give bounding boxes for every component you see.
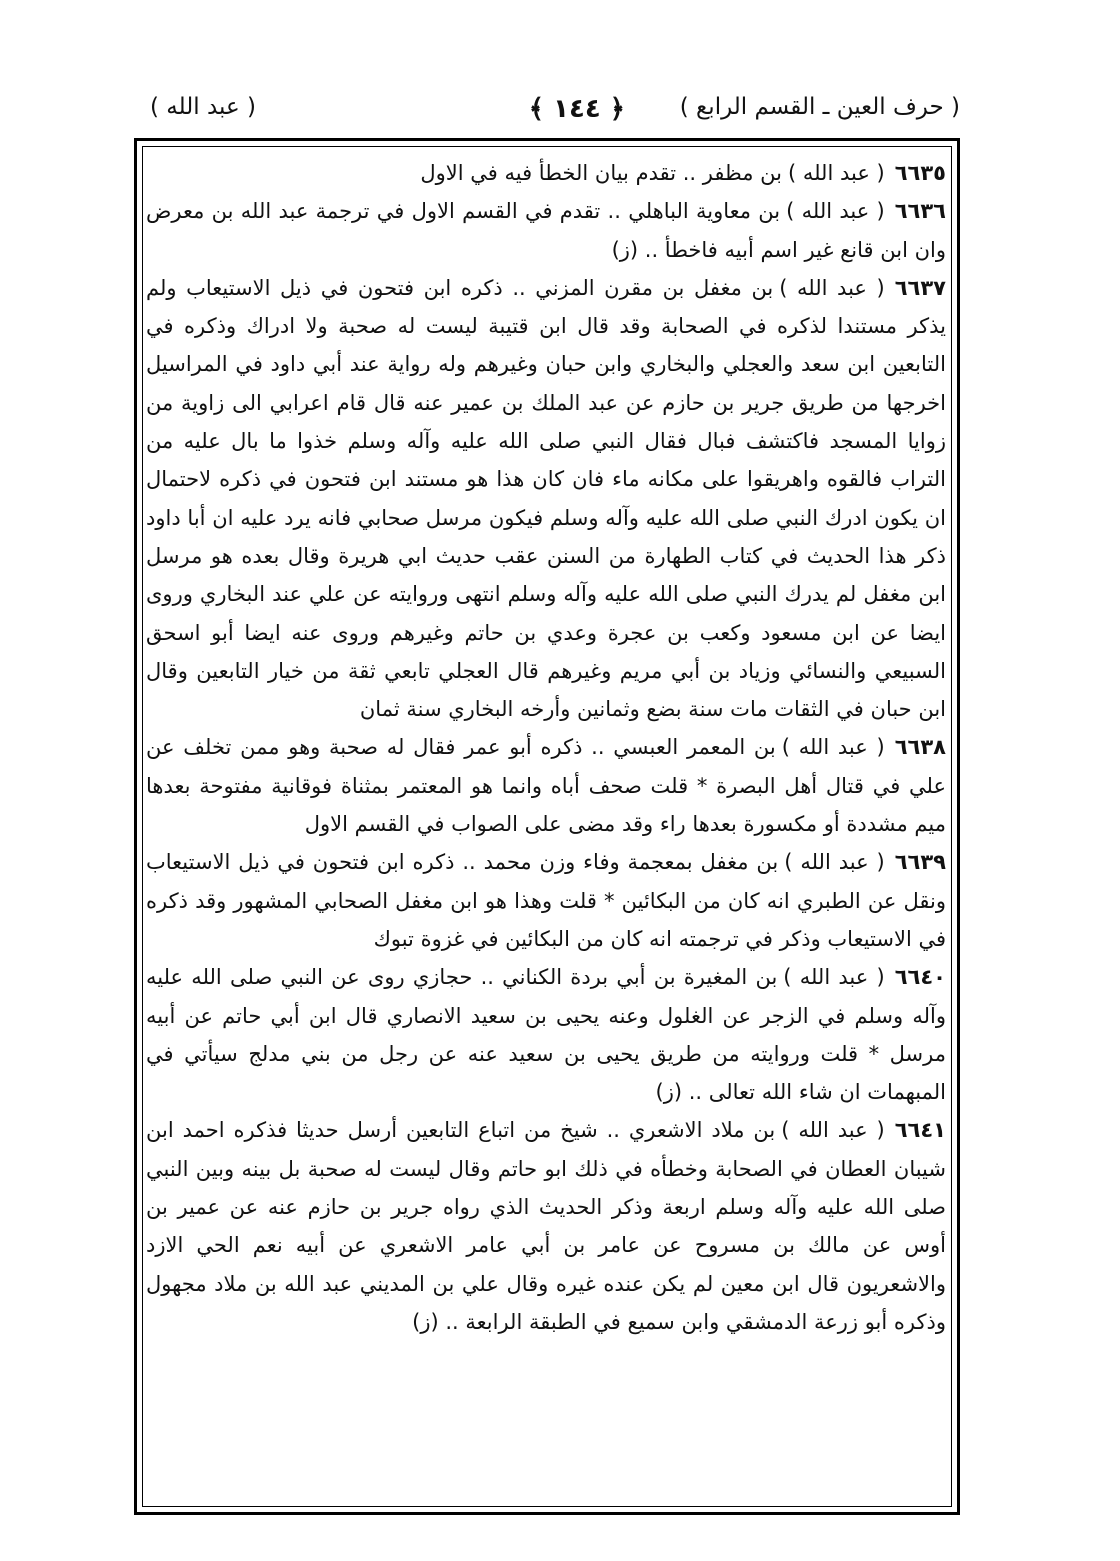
entry-text: بن مغفل بمعجمة وفاء وزن محمد .. ذكره ابن فتحون في ذيل الاستيعاب ونقل عن الطبري انه كان من البكائين * قلت وهذا هو ابن مغفل الصحابي المشهور وقد ذكره في الاستيعاب وذكر في ترجمته انه كان من البكائين في غزوة تبوك — [146, 850, 946, 951]
entry-name: ( عبد الله ) — [784, 850, 885, 875]
entry-6636 — [146, 192, 946, 269]
entry-number: ٦٦٣٥ — [894, 161, 946, 185]
entry-6638 — [146, 728, 946, 843]
entry-number: ٦٦٤١ — [894, 1118, 947, 1143]
entry-name: ( عبد الله ) — [786, 199, 885, 224]
entry-number: ٦٦٣٧ — [894, 275, 946, 300]
entry-6640 — [146, 958, 946, 1111]
entry-number: ٦٦٣٦ — [894, 199, 946, 224]
entry-text: بن مظفر .. تقدم بيان الخطأ فيه في الاول — [420, 161, 782, 185]
page-header — [150, 92, 960, 132]
entry-number: ٦٦٤٠ — [894, 965, 946, 990]
entry-name: ( عبد الله ) — [781, 735, 885, 760]
entry-text: بن المغيرة بن أبي بردة الكناني .. حجازي روى عن النبي صلى الله عليه وآله وسلم في الزجر عن الغلول وعنه يحيى بن سعيد الانصاري قال ابن أبي حاتم عن أبيه مرسل * قلت وروايته من طريق يحيى بن سعيد عنه عن رجل من بني مدلج سيأتي في المبهمات ان شاء الله تعالى .. (ز) — [146, 965, 946, 1105]
page-number: ﴿ ١٤٤ ﴾ — [528, 94, 625, 124]
entry-number: ٦٦٣٨ — [894, 735, 947, 760]
entry-number: ٦٦٣٩ — [894, 850, 946, 875]
entry-name: ( عبد الله ) — [781, 1118, 885, 1143]
header-chapter-title: ( حرف العين ـ القسم الرابع ) — [679, 94, 960, 120]
entry-6639 — [146, 843, 946, 958]
entry-name: ( عبد الله ) — [783, 965, 885, 990]
entry-text: بن معاوية الباهلي .. تقدم في القسم الاول في ترجمة عبد الله بن معرض وان ابن قانع غير اسم أبيه فاخطأ .. (ز) — [146, 199, 946, 262]
entry-6641 — [146, 1111, 946, 1341]
entry-text: بن ملاد الاشعري .. شيخ من اتباع التابعين أرسل حديثا فذكره احمد ابن شيبان العطان في الصحابة وخطأه في ذلك ابو حاتم وقال ليست له صحبة بل بينه وبين النبي صلى الله عليه وآله وسلم اربعة وذكر الحديث الذي رواه جرير بن حازم عنه عن عمير بن أوس عن مالك بن مسروح عن عامر بن أبي عامر الاشعري عن أبيه نعم الحي الازد والاشعريون قال ابن معين لم يكن عنده غيره وقال علي بن المديني عبد الله بن ملاد مجهول وذكره أبو زرعة الدمشقي وابن سميع في الطبقة الرابعة .. (ز) — [146, 1118, 946, 1334]
entry-6637 — [146, 269, 946, 729]
page-body — [146, 154, 946, 1341]
entry-6635 — [146, 154, 946, 192]
header-entry-name: ( عبد الله ) — [150, 94, 256, 120]
entry-text: بن مغفل بن مقرن المزني .. ذكره ابن فتحون في ذيل الاستيعاب ولم يذكر مستندا لذكره في الصحابة وقد قال ابن قتيبة ليست له صحبة ولا ادراك وذكره في التابعين ابن سعد والعجلي والبخاري وابن حبان وغيرهم وله رواية عند أبي داود في المراسيل اخرجها من طريق جرير بن حازم عن عبد الملك بن عمير عنه قال قام اعرابي الى زاوية من زوايا المسجد فاكتشف فبال فقال النبي صلى الله عليه وآله وسلم خذوا ما بال عليه من التراب فالقوه واهريقوا على مكانه ماء فان كان هذا هو مستند ابن فتحون في ذكره لاحتمال ان يكون ادرك النبي صلى الله عليه وآله وسلم فيكون مرسل صحابي فانه يرد عليه ان أبا داود ذكر هذا الحديث في كتاب الطهارة من السنن عقب حديث ابي هريرة وقال بعده هو مرسل ابن مغفل لم يدرك النبي صلى الله عليه وآله وسلم انتهى وروايته عن علي عند البخاري وروى ايضا عن ابن مسعود وكعب بن عجرة وعدي بن حاتم وغيرهم وروى عنه ايضا أبو اسحق السبيعي والنسائي وزياد بن أبي مريم وغيرهم قال العجلي تابعي ثقة من خيار التابعين وقال ابن حبان في الثقات مات سنة بضع وثمانين وأرخه البخاري سنة ثمان — [146, 275, 946, 722]
entry-text: بن المعمر العبسي .. ذكره أبو عمر فقال له صحبة وهو ممن تخلف عن علي في قتال أهل البصرة * قلت صحف أباه وانما هو المعتمر بمثناة فوقانية مفتوحة بعدها ميم مشددة أو مكسورة بعدها راء وقد مضى على الصواب في القسم الاول — [146, 735, 946, 837]
entry-name: ( عبد الله ) — [787, 161, 885, 185]
entry-name: ( عبد الله ) — [779, 275, 885, 300]
